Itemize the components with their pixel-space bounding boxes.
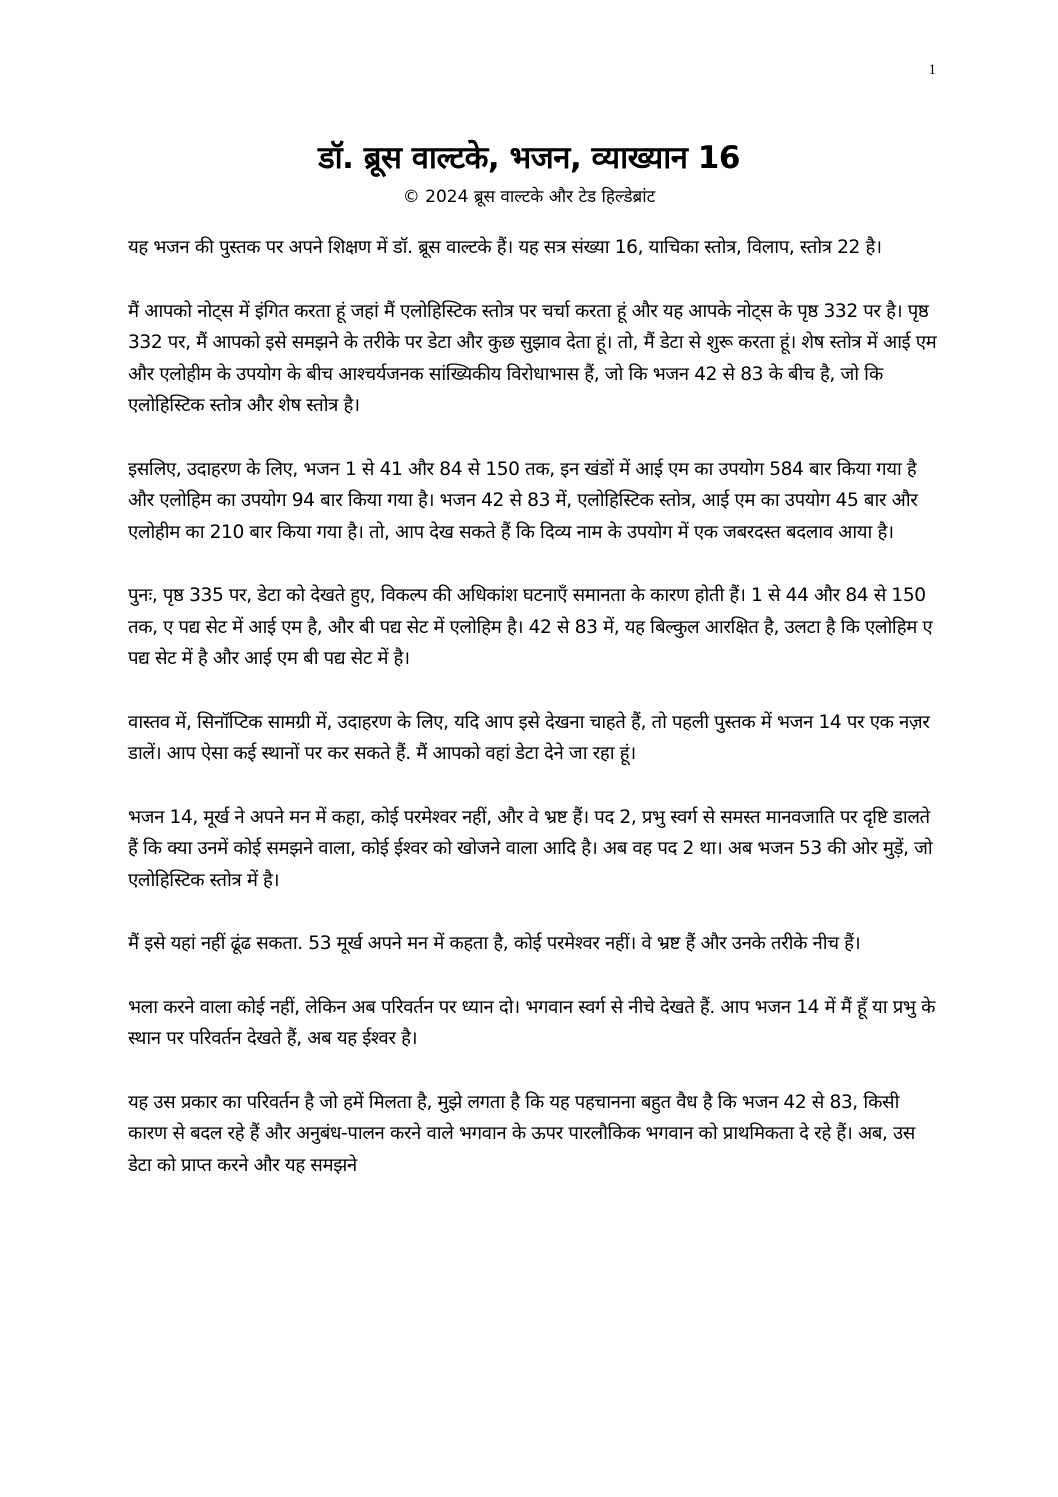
paragraph-8: भला करने वाला कोई नहीं, लेकिन अब परिवर्तन पर ध्यान दो। भगवान स्वर्ग से नीचे देखते हैं. आप भजन 14 में मैं हूँ या प्रभु के स्थान पर परिवर्तन देखते हैं, अब यह ईश्वर है। bbox=[128, 996, 935, 1049]
document-title: डॉ. ब्रूस वाल्टके, भजन, व्याख्यान 16 bbox=[318, 140, 740, 176]
paragraph-6: भजन 14, मूर्ख ने अपने मन में कहा, कोई परमेश्वर नहीं, और वे भ्रष्ट हैं। पद 2, प्रभु स्वर्ग से समस्त मानवजाति पर दृष्टि डालते हैं कि क्या उनमें कोई समझने वाला, कोई ईश्वर को खोजने वाला आदि है। अब वह पद 2 था। अब भजन 53 की ओर मुड़ें, जो एलोहिस्टिक स्तोत्र में है। bbox=[128, 806, 933, 891]
copyright-line: © 2024 ब्रूस वाल्टके और टेड हिल्डेब्रांट bbox=[402, 187, 656, 207]
paragraph-3: इसलिए, उदाहरण के लिए, भजन 1 से 41 और 84 से 150 तक, इन खंडों में आई एम का उपयोग 584 बार किया गया है और एलोहिम का उपयोग 94 बार किया गया है। भजन 42 से 83 में, एलोहिस्टिक स्तोत्र, आई एम का उपयोग 45 बार और एलोहीम का 210 बार किया गया है। तो, आप देख सकते हैं कि दिव्य नाम के उपयोग में एक जबरदस्त बदलाव आया है। bbox=[128, 458, 918, 543]
paragraph-2: मैं आपको नोट्स में इंगित करता हूं जहां मैं एलोहिस्टिक स्तोत्र पर चर्चा करता हूं और यह आपके नोट्स के पृष्ठ 332 पर है। पृष्ठ 332 पर, मैं आपको इसे समझने के तरीके पर डेटा और कुछ सुझाव देता हूं। तो, मैं डेटा से शुरू करता हूं। शेष स्तोत्र में आई एम और एलोहीम के उपयोग के बीच आश्चर्यजनक सांख्यिकीय विरोधाभास हैं, जो कि भजन 42 से 83 के बीच है, जो कि एलोहिस्टिक स्तोत्र और शेष स्तोत्र है। bbox=[128, 300, 937, 416]
paragraph-4: पुनः, पृष्ठ 335 पर, डेटा को देखते हुए, विकल्प की अधिकांश घटनाएँ समानता के कारण होती हैं। 1 से 44 और 84 से 150 तक, ए पद्य सेट में आई एम है, और बी पद्य सेट में एलोहिम है। 42 से 83 में, यह बिल्कुल आरक्षित है, उलटा है कि एलोहिम ए पद्य सेट में है और आई एम बी पद्य सेट में है। bbox=[128, 585, 933, 669]
paragraph-5: वास्तव में, सिनॉप्टिक सामग्री में, उदाहरण के लिए, यदि आप इसे देखना चाहते हैं, तो पहली पुस्तक में भजन 14 पर एक नज़र डालें। आप ऐसा कई स्थानों पर कर सकते हैं. मैं आपको वहां डेटा देने जा रहा हूं। bbox=[128, 711, 930, 764]
paragraph-9: यह उस प्रकार का परिवर्तन है जो हमें मिलता है, मुझे लगता है कि यह पहचानना बहुत वैध है कि भजन 42 से 83, किसी कारण से बदल रहे हैं और अनुबंध-पालन करने वाले भगवान के ऊपर पारलौकिक भगवान को प्राथमिकता दे रहे हैं। अब, उस डेटा को प्राप्त करने और यह समझने bbox=[128, 1091, 915, 1176]
paragraph-7: मैं इसे यहां नहीं ढूंढ सकता. 53 मूर्ख अपने मन में कहता है, कोई परमेश्वर नहीं। वे भ्रष्ट हैं और उनके तरीके नीच हैं। bbox=[128, 933, 861, 954]
document-body bbox=[128, 232, 940, 1213]
page-number: 1 bbox=[928, 62, 936, 78]
paragraph-1: यह भजन की पुस्तक पर अपने शिक्षण में डॉ. ब्रूस वाल्टके हैं। यह सत्र संख्या 16, याचिका स्तोत्र, विलाप, स्तोत्र 22 है। bbox=[128, 237, 882, 258]
